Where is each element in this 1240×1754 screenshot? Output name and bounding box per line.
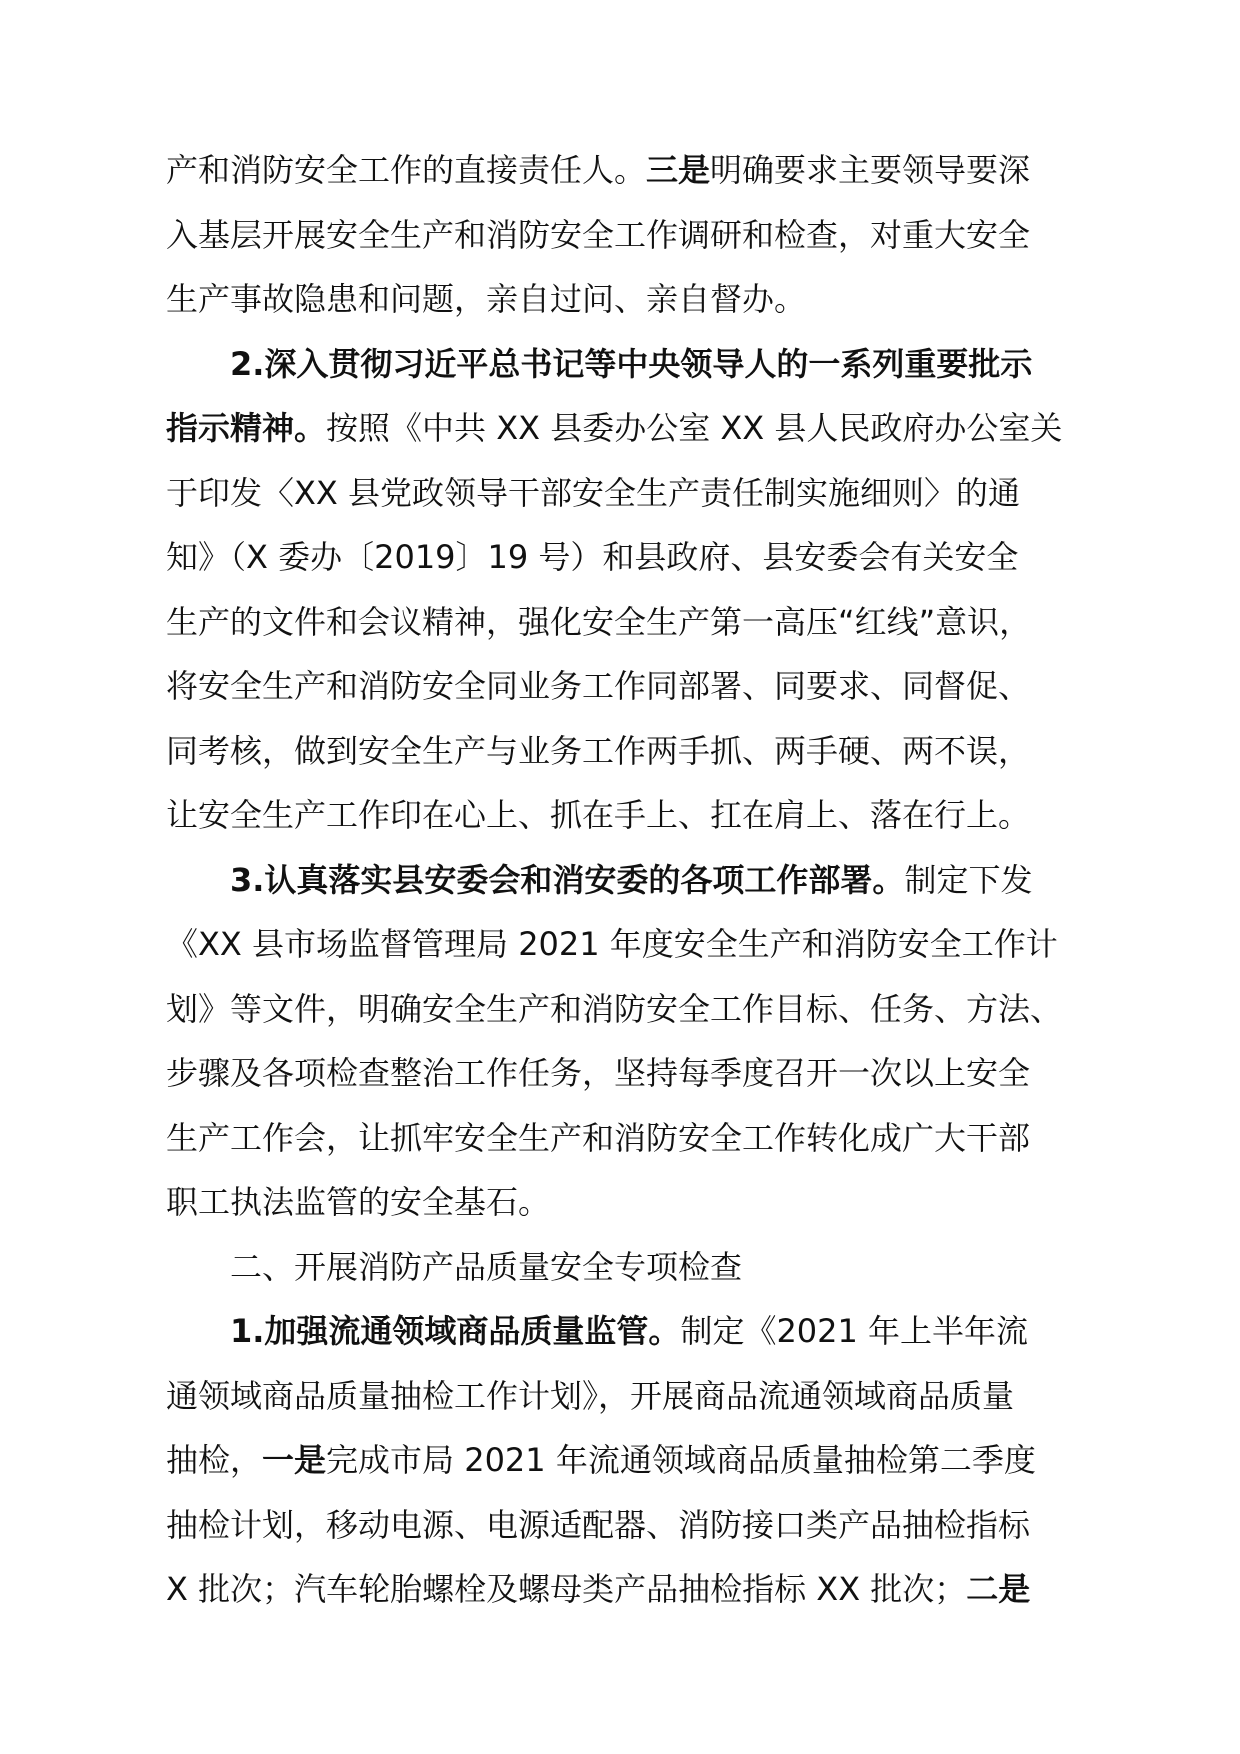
text-line xyxy=(166,1299,1126,1364)
text-line xyxy=(166,1170,1126,1235)
text-segment: 让安全生产工作印在心上、抓在手上、扛在肩上、落在行上。 xyxy=(166,796,1031,834)
text-segment: 抽检计划，移动电源、电源适配器、消防接口类产品抽检指标 xyxy=(166,1505,1031,1544)
bold-text-segment: 指示精神。 xyxy=(166,409,327,447)
text-segment: 产和消防安全工作的直接责任人。 xyxy=(166,151,647,189)
text-line xyxy=(166,267,1126,332)
text-segment: 完成市局 2021 年流通领域商品质量抽检第二季度 xyxy=(326,1441,1036,1479)
text-segment: 二、开展消防产品质量安全专项检查 xyxy=(230,1247,743,1286)
text-line xyxy=(166,1106,1126,1171)
bold-text-segment: 2.深入贯彻习近平总书记等中央领导人的一系列重要批示 xyxy=(230,344,1033,383)
text-segment: 生产工作会，让抓牢安全生产和消防安全工作转化成广大干部 xyxy=(166,1118,1031,1157)
text-line xyxy=(166,848,1126,913)
text-line xyxy=(166,719,1126,784)
text-segment: 制定下发 xyxy=(904,860,1033,899)
text-segment: 《XX 县市场监督管理局 2021 年度安全生产和消防安全工作计 xyxy=(166,925,1058,963)
text-line xyxy=(166,1364,1126,1429)
text-line xyxy=(166,138,1126,203)
text-segment: 职工执法监管的安全基石。 xyxy=(166,1183,551,1221)
text-line xyxy=(166,783,1126,848)
text-line xyxy=(166,1041,1126,1106)
bold-text-segment: 3.认真落实县安委会和消安委的各项工作部署。 xyxy=(230,860,905,899)
text-segment: 通领域商品质量抽检工作计划》，开展商品流通领域商品质量 xyxy=(166,1376,1015,1415)
text-segment: 按照《中共 XX 县委办公室 XX 县人民政府办公室关 xyxy=(326,409,1063,447)
bold-text-segment: 1.加强流通领域商品质量监管。 xyxy=(230,1312,681,1350)
text-line xyxy=(166,1235,1126,1300)
text-line xyxy=(166,654,1126,719)
text-segment: 步骤及各项检查整治工作任务，坚持每季度召开一次以上安全 xyxy=(166,1054,1031,1092)
text-segment: 制定《2021 年上半年流 xyxy=(680,1312,1029,1350)
text-segment: 生产的文件和会议精神，强化安全生产第一高压“红线”意识， xyxy=(166,602,1032,641)
text-line xyxy=(166,332,1126,397)
bold-text-segment: 二是 xyxy=(966,1570,1031,1608)
text-segment: 划》等文件，明确安全生产和消防安全工作目标、任务、方法、 xyxy=(166,989,1063,1028)
document-body xyxy=(166,138,1126,1622)
text-segment: 明确要求主要领导要深 xyxy=(710,151,1031,189)
text-segment: 知》（X 委办〔2019〕19 号）和县政府、县安委会有关安全 xyxy=(166,538,1019,576)
text-line xyxy=(166,977,1126,1042)
text-segment: 生产事故隐患和问题，亲自过问、亲自督办。 xyxy=(166,280,807,318)
text-segment: X 批次；汽车轮胎螺栓及螺母类产品抽检指标 XX 批次； xyxy=(166,1570,967,1608)
bold-text-segment: 一是 xyxy=(262,1441,327,1479)
text-line xyxy=(166,396,1126,461)
text-segment: 入基层开展安全生产和消防安全工作调研和检查，对重大安全 xyxy=(166,215,1031,254)
text-segment: 抽检， xyxy=(166,1441,263,1479)
text-line xyxy=(166,203,1126,268)
text-segment: 于印发〈XX 县党政领导干部安全生产责任制实施细则〉的通 xyxy=(166,473,1021,512)
text-segment: 同考核，做到安全生产与业务工作两手抓、两手硬、两不误， xyxy=(166,731,1031,770)
text-line xyxy=(166,1493,1126,1558)
text-line xyxy=(166,912,1126,977)
text-line xyxy=(166,525,1126,590)
text-line xyxy=(166,1557,1126,1622)
bold-text-segment: 三是 xyxy=(646,151,711,189)
text-segment: 将安全生产和消防安全同业务工作同部署、同要求、同督促、 xyxy=(166,667,1031,705)
text-line xyxy=(166,590,1126,655)
text-line xyxy=(166,461,1126,526)
text-line xyxy=(166,1428,1126,1493)
